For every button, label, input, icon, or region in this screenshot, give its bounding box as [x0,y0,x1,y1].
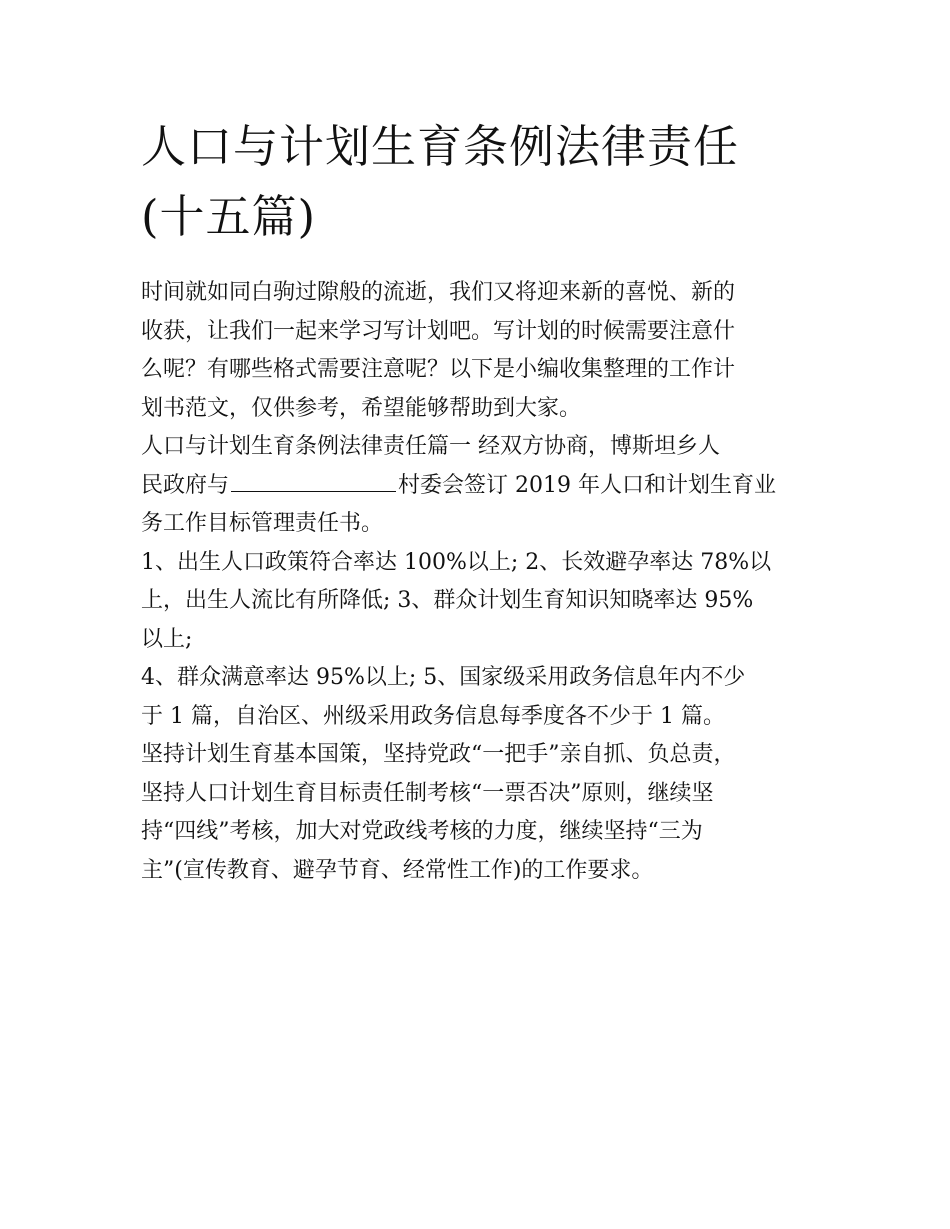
text-segment: 村委会签订 2019 年人口和计划生育业 [398,472,776,498]
text-line: 人口与计划生育条例法律责任篇一 经双方协商，博斯坦乡人 [141,434,720,459]
document-page [141,112,816,890]
text-line: 4、群众满意率达 95%以上; 5、国家级采用政务信息年内不少 [141,665,746,690]
text-segment: 民政府与 [141,472,230,498]
text-line: 划书范文，仅供参考，希望能够帮助到大家。 [141,395,582,421]
text-line: 务工作目标管理责任书。 [141,511,384,536]
text-line: 以上; [141,626,193,652]
text-line: 坚持计划生育基本国策，坚持党政“一把手”亲自抓、负总责， [141,742,736,767]
document-title [141,112,816,252]
text-line: 收获，让我们一起来学习写计划吧。写计划的时候需要注意什 [141,318,736,344]
text-line: 时间就如同白驹过隙般的流逝，我们又将迎来新的喜悦、新的 [141,280,736,305]
text-line [141,467,816,506]
title-line: (十五篇) [141,190,317,243]
text-line: 坚持人口计划生育目标责任制考核“一票否决”原则，继续坚 [141,780,714,806]
fill-in-blank [231,469,396,492]
text-line: 上，出生人流比有所降低; 3、群众计划生育知识知晓率达 95% [141,588,754,613]
paragraph-4 [141,736,816,890]
text-line: 主”(宣传教育、避孕节育、经常性工作)的工作要求。 [141,857,654,883]
text-line: 1、出生人口政策符合率达 100%以上; 2、长效避孕率达 78%以 [141,549,772,575]
intro-paragraph [141,274,816,428]
title-line: 人口与计划生育条例法律责任 [141,120,740,173]
document-body [141,274,816,890]
paragraph-3 [141,659,816,736]
text-line: 持“四线”考核，加大对党政线考核的力度，继续坚持“三为 [141,819,703,844]
text-line: 于 1 篇，自治区、州级采用政务信息每季度各不少于 1 篇。 [141,703,725,729]
paragraph-2 [141,544,816,660]
paragraph-1 [141,428,816,544]
text-line: 么呢？有哪些格式需要注意呢？以下是小编收集整理的工作计 [141,357,736,382]
